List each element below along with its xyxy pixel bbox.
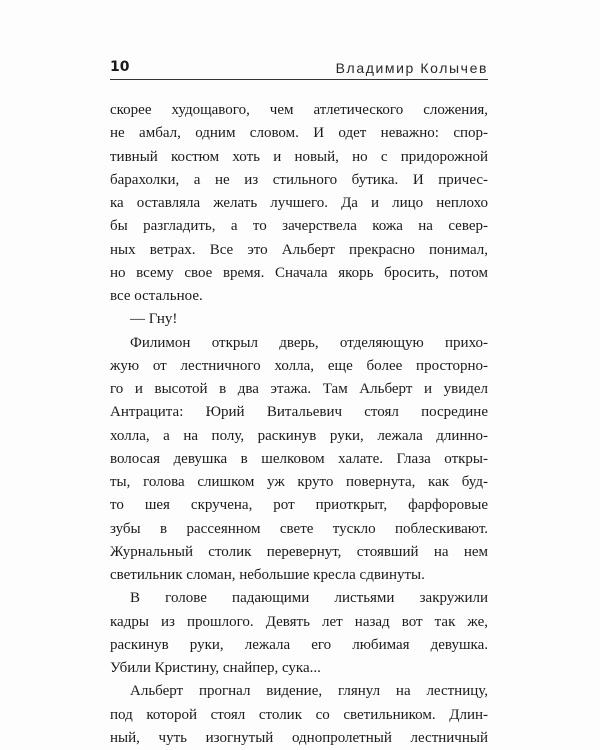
header-divider	[110, 79, 488, 80]
text-line: зубы в рассеянном свете тускло поблескивают.	[110, 520, 488, 537]
text-line: не амбал, одним словом. И одет неважно: спор-	[110, 125, 488, 142]
text-line: тивный костюм хоть и новый, но с придорожной	[110, 148, 488, 165]
text-line: но всему свое время. Сначала якорь бросить, потом	[110, 264, 488, 281]
text-line: скорее худощавого, чем атлетического сложения,	[110, 102, 488, 118]
text-line: Альберт прогнал видение, глянул на лестницу,	[130, 683, 488, 700]
text-line: все остальное.	[110, 288, 203, 304]
text-line: — Гну!	[130, 311, 178, 328]
text-line: Убили Кристину, снайпер, сука...	[110, 660, 321, 676]
text-line: то шея скручена, рот приоткрыт, фарфоровые	[110, 497, 488, 514]
running-header-author: Владимир Колычев	[335, 60, 488, 76]
text-line: холла, а на полу, раскинув руки, лежала длинно-	[110, 427, 488, 444]
body-text	[110, 99, 488, 750]
text-line: барахолки, а не из стильного бутика. И причес-	[110, 171, 488, 188]
running-header	[110, 58, 488, 78]
text-line: светильник сломан, небольшие кресла сдвинуты.	[110, 567, 425, 583]
text-line: ты, голова слишком уж круто повернута, как буд-	[110, 474, 488, 490]
text-line: под которой стоял столик со светильником. Длин-	[110, 706, 488, 723]
text-line: Журнальный столик перевернут, стоявший на нем	[110, 543, 488, 560]
text-line: кадры из прошлого. Девять лет назад вот так же,	[110, 613, 488, 630]
text-line: ных ветрах. Все это Альберт прекрасно понимал,	[110, 241, 488, 258]
text-line: ный, чуть изогнутый однопролетный лестничный	[110, 729, 488, 746]
text-line: волосая девушка в шелковом халате. Глаза откры-	[110, 450, 488, 467]
text-line: раскинув руки, лежала его любимая девушка.	[110, 636, 488, 653]
text-line: ка оставляла желать лучшего. Да и лицо неплохо	[110, 195, 488, 211]
text-line: жую от лестничного холла, еще более просторно-	[110, 357, 488, 374]
text-line: Филимон открыл дверь, отделяющую прихо-	[130, 334, 488, 351]
text-line: В голове падающими листьями закружили	[130, 590, 488, 607]
text-line: Антрацита: Юрий Витальевич стоял посредине	[110, 404, 488, 421]
page-number: 10	[110, 59, 130, 75]
text-line: бы разгладить, а то зачерствела кожа на север-	[110, 218, 488, 235]
text-line: го и высотой в два этажа. Там Альберт и увидел	[110, 381, 488, 397]
